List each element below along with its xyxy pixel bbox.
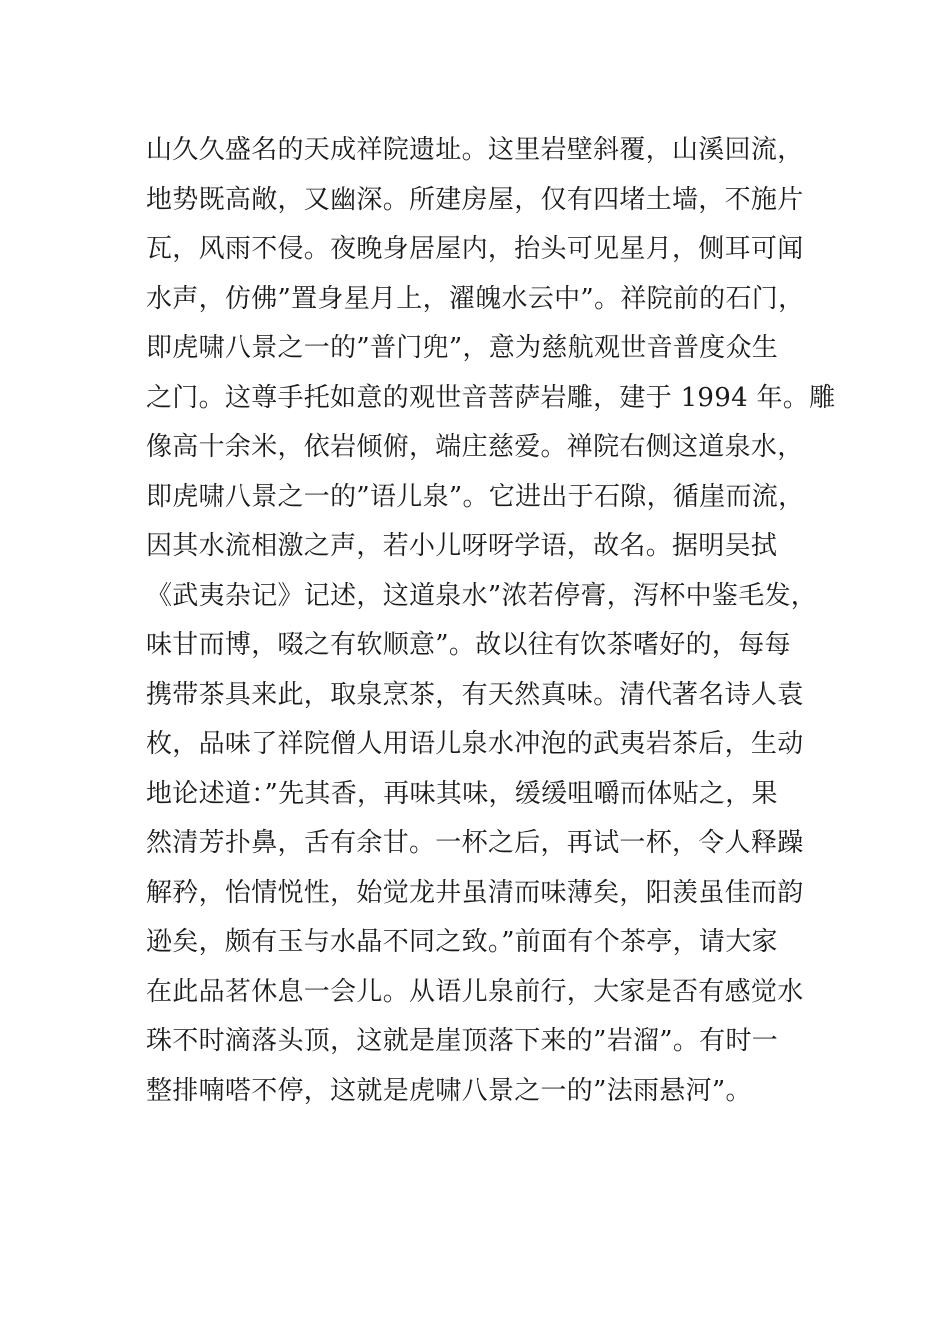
text-line: 整排喃嗒不停，这就是虎啸八景之一的”法雨悬河”。 xyxy=(146,1075,752,1106)
text-line: 携带茶具来此，取泉烹茶，有天然真味。清代著名诗人袁 xyxy=(146,679,804,710)
text-line: 即虎啸八景之一的”普门兜”，意为慈航观世音普度众生 xyxy=(146,333,779,363)
text-line: 之门。这尊手托如意的观世音菩萨岩雕，建于 1994 年。雕 xyxy=(146,382,836,413)
text-line: 水声，仿佛”置身星月上，濯魄水云中”。祥院前的石门， xyxy=(146,283,805,314)
text-line: 味甘而博，啜之有软顺意”。故以往有饮茶嗜好的，每每 xyxy=(146,630,791,660)
text-line: 珠不时滴落头顶，这就是崖顶落下来的”岩溜”。有时一 xyxy=(146,1026,779,1056)
text-line: 在此品茗休息一会儿。从语儿泉前行，大家是否有感觉水 xyxy=(146,976,804,1007)
text-line: 解矜，怡情悦性，始觉龙井虽清而味薄矣，阳羡虽佳而韵 xyxy=(146,877,804,908)
text-line: 瓦，风雨不侵。夜晚身居屋内，抬头可见星月，侧耳可闻 xyxy=(146,234,804,264)
text-line: 逊矣，颇有玉与水晶不同之致。”前面有个茶亭，请大家 xyxy=(146,927,778,957)
text-line: 地势既高敞，又幽深。所建房屋，仅有四堵土墙，不施片 xyxy=(146,184,804,215)
text-line: 地论述道：”先其香，再味其味，缓缓咀嚼而体贴之，果 xyxy=(146,778,778,809)
text-line: 像高十余米，依岩倾俯，端庄慈爱。禅院右侧这道泉水， xyxy=(146,432,804,462)
text-line: 即虎啸八景之一的”语儿泉”。它进出于石隙，循崖而流， xyxy=(146,481,805,512)
text-line: 因其水流相激之声，若小儿呀呀学语，故名。据明吴拭 xyxy=(146,531,778,561)
text-line: 然清芳扑鼻，舌有余甘。一杯之后，再试一杯，令人释躁 xyxy=(146,828,804,858)
text-line: 枚，品味了祥院僧人用语儿泉水冲泡的武夷岩茶后，生动 xyxy=(146,729,804,759)
text-line: 《武夷杂记》记述，这道泉水”浓若停膏，泻杯中鉴毛发， xyxy=(146,580,818,611)
body-paragraph xyxy=(146,126,846,1116)
text-line: 山久久盛名的天成祥院遗址。这里岩壁斜覆，山溪回流， xyxy=(146,135,804,165)
